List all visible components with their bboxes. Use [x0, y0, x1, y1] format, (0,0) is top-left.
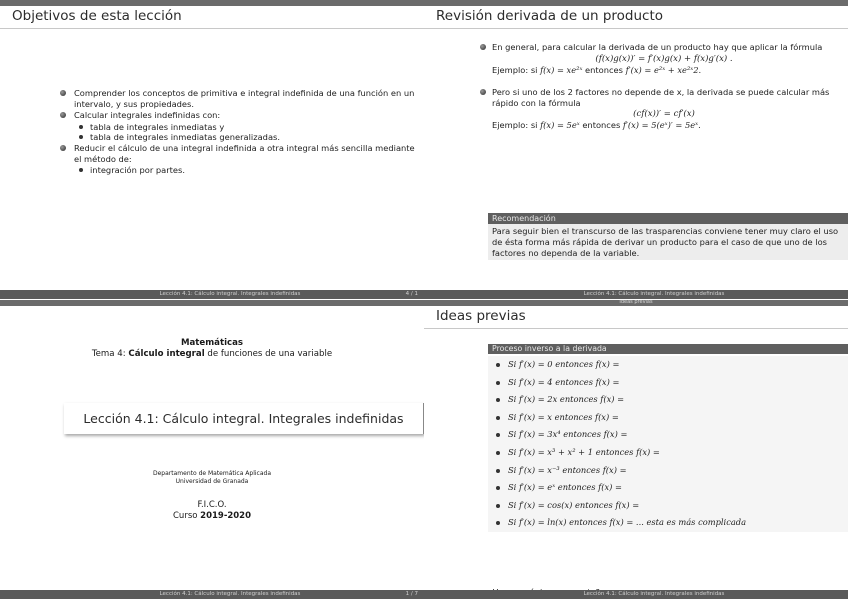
slide-title: Ideas previas: [436, 308, 526, 324]
slide-title: Objetivos de esta lección: [12, 8, 182, 24]
list-item: [488, 444, 848, 462]
slide-footer: [424, 590, 848, 599]
sub-list-item: [62, 132, 417, 143]
box-title: Recomendación: [488, 213, 848, 224]
sub-list-item: [62, 122, 417, 133]
section-label: Ideas previas: [619, 300, 653, 305]
example-connector: entonces: [582, 64, 626, 75]
title-divider: [0, 28, 424, 29]
sub-bullet-icon: [79, 168, 83, 172]
bullet-icon: [496, 363, 500, 367]
footer-text: Lección 4.1: Cálculo integral. Integrales indefinidas: [583, 591, 725, 597]
paragraph: Pero si uno de los 2 factores no depende de x, la derivada se puede calcular más rápido con la fórmula: [492, 87, 830, 108]
slide-objetivos: [0, 0, 424, 299]
slide-top-bar: [0, 300, 424, 306]
example-derivative: f′(x) = e²ˣ + xe²ˣ2.: [625, 64, 702, 75]
list-item-text: Si f′(x) = 3x⁴ entonces f(x) =: [508, 429, 628, 440]
slide-derivada-producto: [424, 0, 848, 299]
example-line: [480, 65, 848, 76]
formula-product-rule: (f(x)g(x))′ = f′(x)g(x) + f(x)g′(x) .: [595, 53, 733, 64]
slide-title: Revisión derivada de un producto: [436, 8, 664, 24]
bullet-icon: [60, 90, 66, 96]
example-connector: entonces: [579, 120, 623, 131]
list-item: [488, 374, 848, 392]
bullet-icon: [60, 145, 66, 151]
sub-item-text: tabla de integrales inmediatas y: [90, 121, 225, 132]
example-line: [480, 120, 848, 131]
recommendation-box: [488, 213, 848, 260]
sub-list-item: [62, 165, 417, 176]
department-name: Departamento de Matemática Aplicada: [153, 470, 271, 477]
slide-top-bar: [0, 0, 424, 6]
list-item-text: Reducir el cálculo de una integral indefinida a otra integral más sencilla mediante el método de:: [74, 142, 415, 164]
list-item-text: Calcular integrales indefinidas con:: [74, 110, 221, 121]
formula-constant-rule: (cf(x))′ = cf′(x): [633, 109, 695, 120]
box-text: Para seguir bien el transcurso de las trasparencias conviene tener muy claro el uso de ésta forma más rápida de derivar un producto para el caso de que uno de los factores no dependa de la variable.: [488, 224, 848, 260]
list-item: [488, 409, 848, 427]
topic-line: [0, 349, 424, 359]
list-item: [480, 87, 848, 108]
list-item-text: Si f′(x) = x³ + x² + 1 entonces f(x) =: [508, 446, 660, 457]
list-item: [488, 479, 848, 497]
bullet-icon: [496, 398, 500, 402]
sub-bullet-icon: [79, 135, 83, 139]
slide-top-bar: [424, 0, 848, 6]
list-item: [62, 110, 417, 121]
list-item: [488, 462, 848, 480]
list-item: [488, 497, 848, 515]
list-item: [488, 391, 848, 409]
topic-rest: de funciones de una variable: [204, 349, 333, 359]
list-item-text: Si f′(x) = ln(x) entonces f(x) = ... esta es más complicada: [508, 517, 747, 528]
bullet-icon: [496, 416, 500, 420]
department-block: [0, 470, 424, 486]
slide-content: [480, 42, 848, 131]
topic-prefix: Tema 4:: [91, 349, 129, 359]
bullet-icon: [480, 89, 486, 95]
slide-footer: [0, 290, 424, 299]
footer-text: Lección 4.1: Cálculo integral. Integrales indefinidas: [583, 291, 725, 297]
example-function: f(x) = xe²ˣ: [540, 64, 583, 75]
course-year-value: 2019-2020: [200, 510, 251, 521]
bullet-icon: [496, 521, 500, 525]
page-number: 4 / 1: [405, 291, 418, 297]
lesson-title-box: [64, 403, 424, 434]
bullet-icon: [496, 469, 500, 473]
footer-text: Lección 4.1: Cálculo integral. Integrales indefinidas: [159, 591, 301, 597]
list-item: [480, 42, 848, 53]
course-name: Matemáticas: [180, 338, 244, 348]
example-label: Ejemplo: si: [492, 120, 541, 131]
bullet-icon: [480, 44, 486, 50]
example-label: Ejemplo: si: [492, 64, 541, 75]
degree-name: F.I.C.O.: [197, 500, 227, 510]
page-number: 1 / 7: [405, 591, 418, 597]
university-name: Universidad de Granada: [175, 478, 249, 485]
bullet-icon: [496, 381, 500, 385]
bullet-icon: [60, 112, 66, 118]
slide-footer: [0, 590, 424, 599]
footer-text: Lección 4.1: Cálculo integral. Integrales indefinidas: [159, 291, 301, 297]
example-function: f(x) = 5eˣ: [540, 120, 580, 131]
list-item: [488, 514, 848, 532]
bullet-icon: [496, 504, 500, 508]
sub-item-text: tabla de integrales inmediatas generalizadas.: [90, 132, 280, 143]
sub-bullet-icon: [79, 125, 83, 129]
course-year-prefix: Curso: [173, 510, 201, 521]
sub-item-text: integración por partes.: [90, 165, 185, 176]
slide-footer: [424, 290, 848, 299]
list-item: [488, 356, 848, 374]
list-item-text: Si f′(x) = x entonces f(x) =: [508, 411, 619, 422]
bullet-icon: [496, 486, 500, 490]
list-item: [62, 88, 417, 109]
block-title: Proceso inverso a la derivada: [488, 344, 848, 354]
list-item-text: Si f′(x) = cos(x) entonces f(x) =: [508, 499, 640, 510]
degree-block: [0, 500, 424, 521]
title-divider: [424, 328, 848, 329]
list-item-text: Si f′(x) = x⁻³ entonces f(x) =: [508, 464, 627, 475]
list-item-text: Si f′(x) = 0 entonces f(x) =: [508, 359, 620, 369]
lesson-title: Lección 4.1: Cálculo integral. Integrales indefinidas: [83, 411, 404, 426]
paragraph: En general, para calcular la derivada de un producto hay que aplicar la fórmula: [492, 42, 823, 52]
topic-bold: Cálculo integral: [128, 349, 205, 359]
objectives-list: [62, 88, 417, 176]
bullet-icon: [496, 433, 500, 437]
list-item-text: Si f′(x) = 2x entonces f(x) =: [508, 394, 625, 405]
example-derivative: f′(x) = 5(eˣ)′ = 5eˣ.: [622, 120, 701, 131]
slide-portada: [0, 300, 424, 599]
title-divider: [424, 28, 848, 29]
inverse-derivative-list: [488, 356, 848, 532]
course-year: [0, 511, 424, 522]
slide-ideas-previas: [424, 300, 848, 599]
list-item-text: Si f′(x) = eˣ entonces f(x) =: [508, 482, 622, 493]
list-item: [488, 426, 848, 444]
list-item-text: Comprender los conceptos de primitiva e integral indefinida de una función en un intervalo, y sus propiedades.: [74, 88, 415, 109]
list-item-text: Si f′(x) = 4 entonces f(x) =: [508, 376, 620, 387]
bullet-icon: [496, 451, 500, 455]
list-item: [62, 143, 417, 164]
slide-top-bar: [424, 300, 848, 306]
